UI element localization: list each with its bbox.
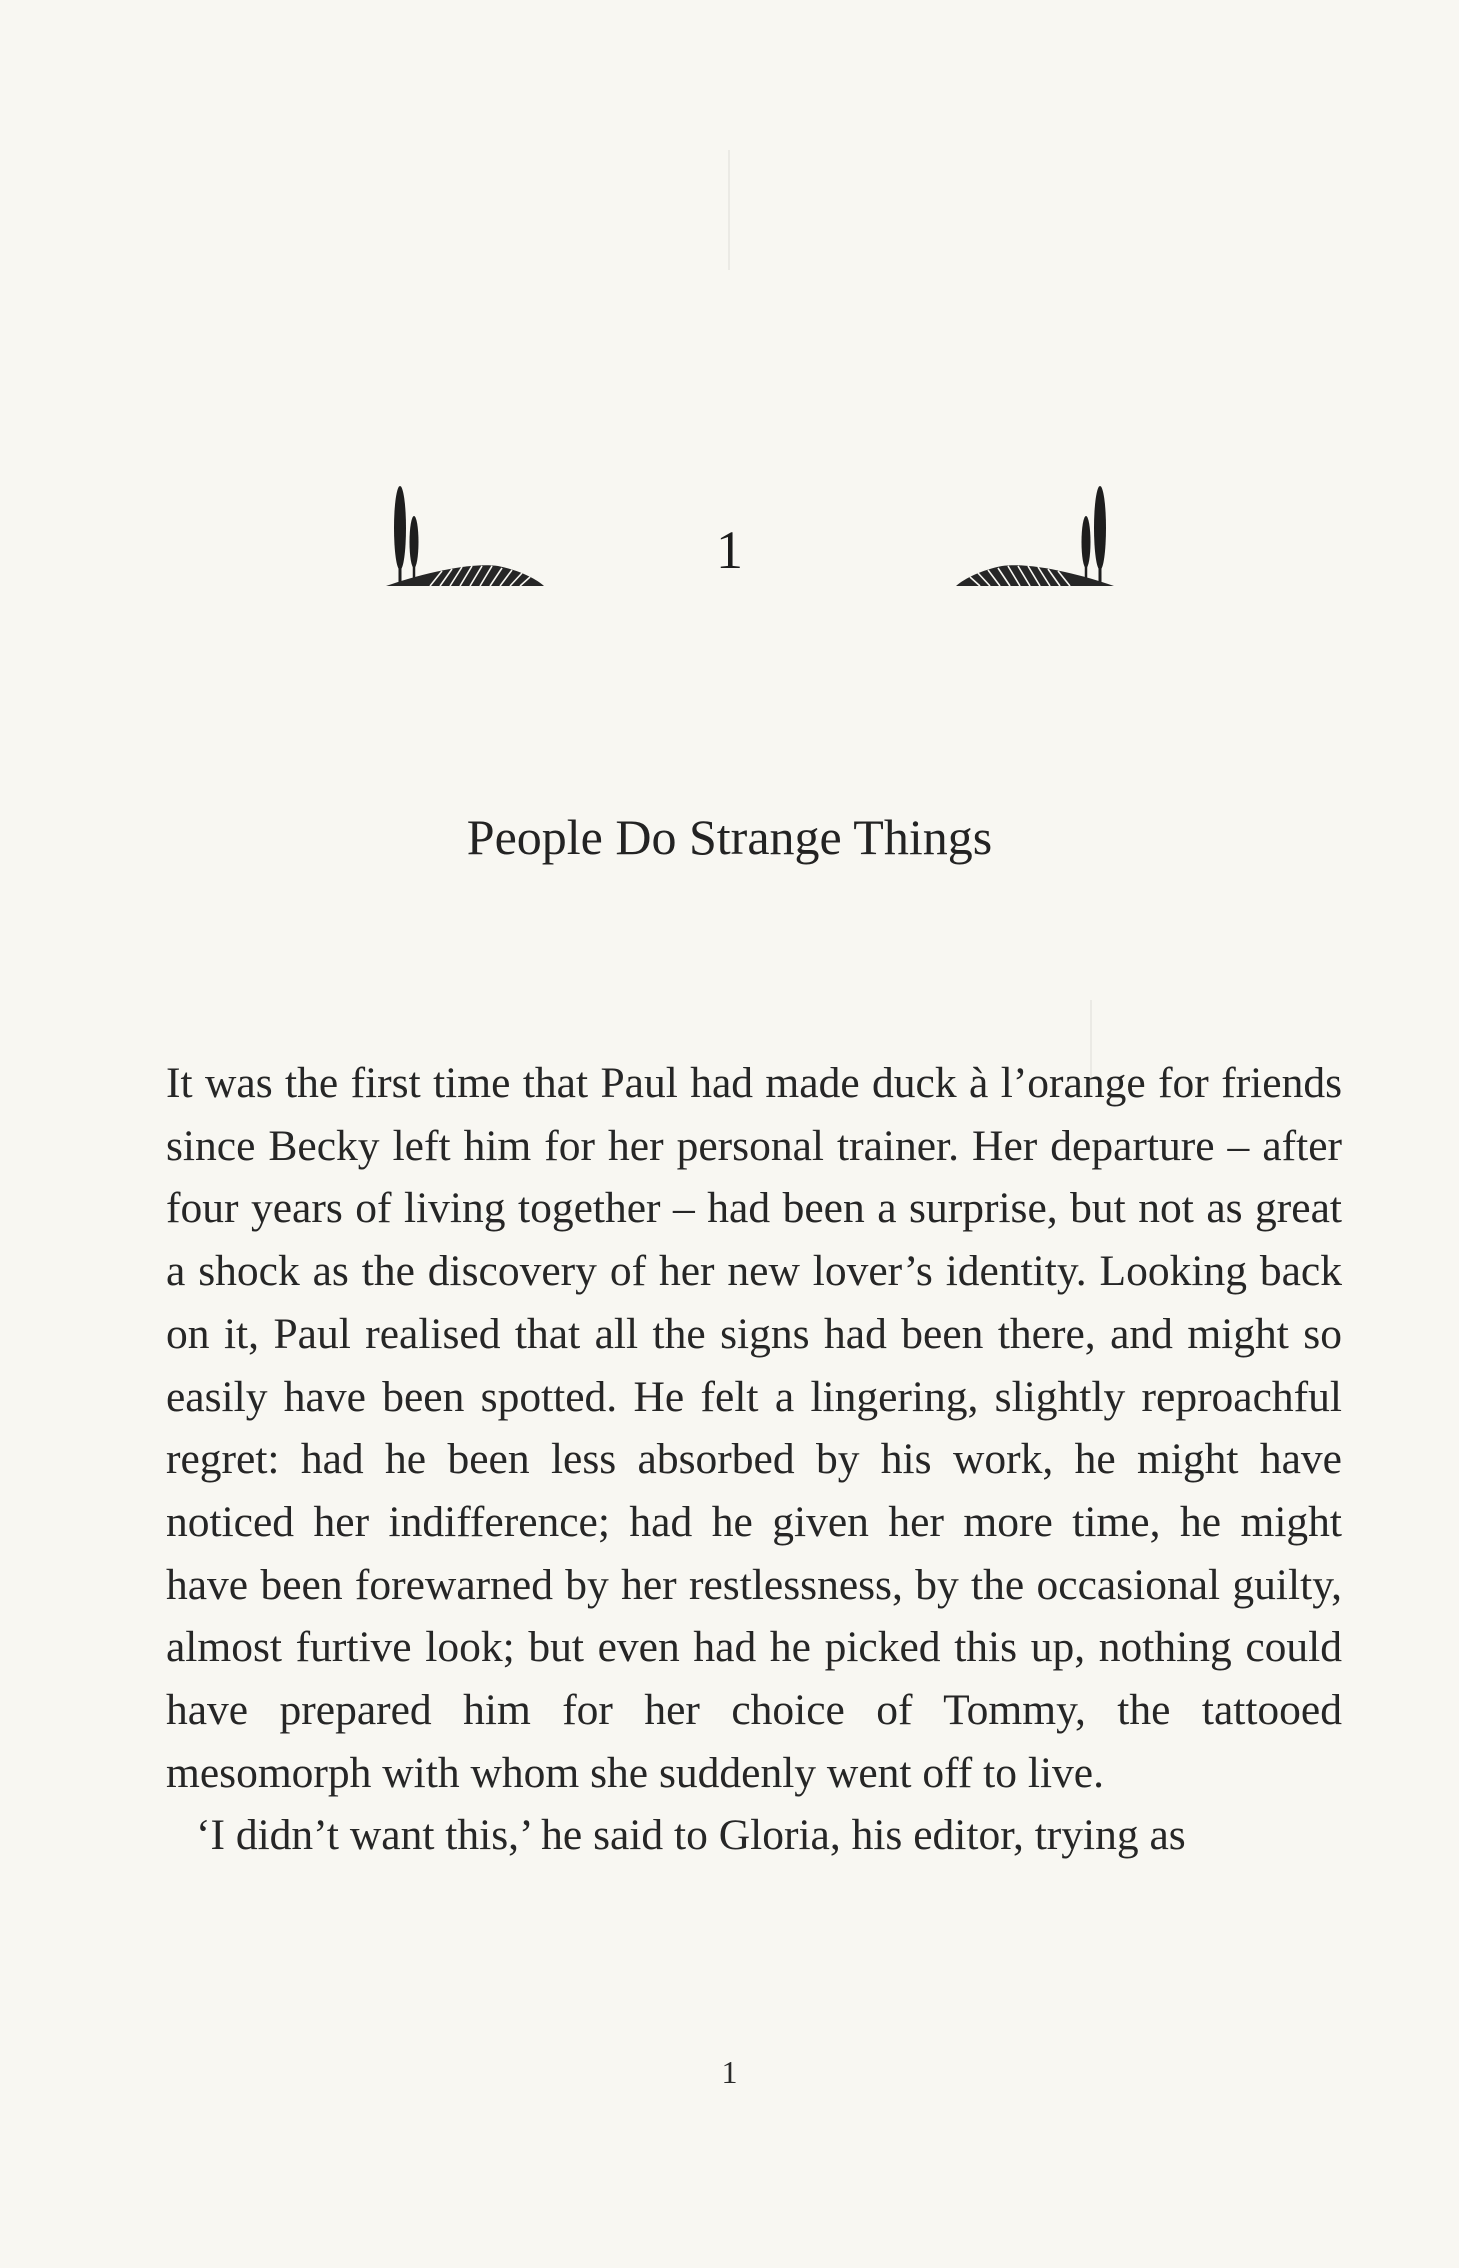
scan-artifact <box>728 150 730 270</box>
chapter-title: People Do Strange Things <box>466 809 993 865</box>
chapter-number: 1 <box>716 520 743 580</box>
chapter-body <box>166 1052 1342 1867</box>
cypress-hill-ornament-right-icon <box>940 470 1120 600</box>
page-number: 1 <box>721 2054 738 2090</box>
paragraph: It was the first time that Paul had made duck à l’orange for friends since Becky left him for her personal trainer. Her departure – after four years of living together – had been a surprise, but not as great a shock as the discovery of her new lover’s identity. Looking back on it, Paul realised that all the signs had been there, and might so easily have been spotted. He felt a lingering, slightly reproachful regret: had he been less absorbed by his work, he might have noticed her indifference; had he given her more time, he might have been forewarned by her restlessness, by the occasional guilty, almost furtive look; but even had he picked this up, nothing could have prepared him for her choice of Tommy, the tattooed mesomorph with whom she suddenly went off to live. <box>166 1059 1342 1797</box>
chapter-header <box>0 470 1459 620</box>
paragraph: ‘I didn’t want this,’ he said to Gloria, his editor, trying as <box>196 1811 1186 1860</box>
